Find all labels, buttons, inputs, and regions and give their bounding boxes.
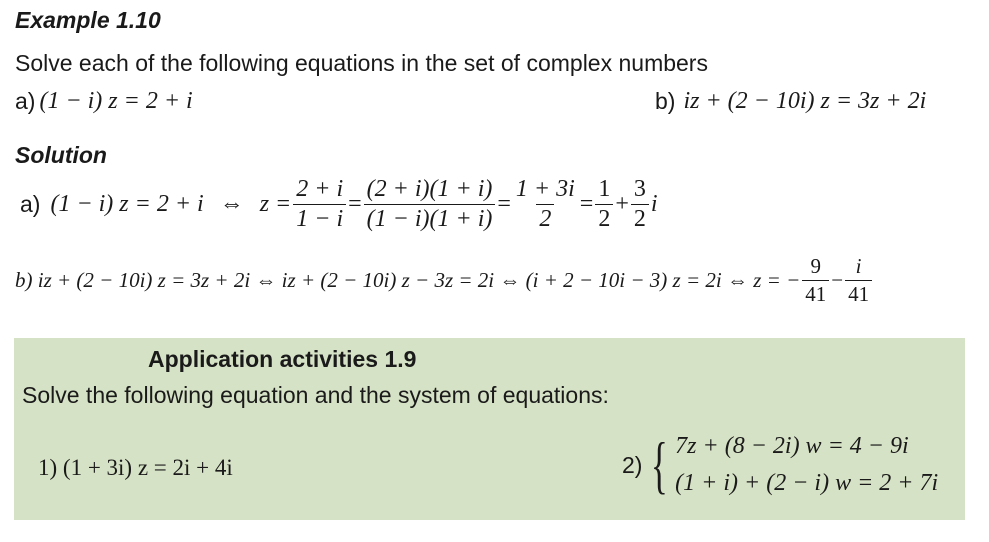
fraction-b-2-numerator: i [855, 253, 862, 278]
solution-a-line [20, 172, 658, 236]
system-equation-2: (1 + i) + (2 − i) w = 2 + 7i [675, 470, 939, 496]
fraction-3 [513, 176, 578, 233]
fraction-3-numerator: 1 + 3i [515, 175, 575, 202]
part-a-equation: (1 − i) z = 2 + i [39, 88, 193, 114]
question-1: 1) (1 + 3i) z = 2i + 4i [38, 455, 233, 480]
example-part-b [655, 88, 926, 115]
fraction-2-denominator: (1 − i)(1 + i) [364, 204, 496, 233]
equals-sign: = [348, 190, 362, 217]
solution-title: Solution [15, 142, 107, 168]
imaginary-unit: i [650, 190, 658, 217]
example-title: Example 1.10 [15, 7, 161, 33]
fraction-4-numerator: 1 [598, 175, 611, 202]
fraction-b-1-denominator: 41 [802, 280, 829, 307]
plus-sign: + [615, 190, 629, 217]
fraction-2-numerator: (2 + i)(1 + i) [366, 175, 493, 202]
example-instruction: Solve each of the following equations in the set of complex numbers [15, 50, 708, 76]
part-b-label: b) [655, 88, 676, 114]
fraction-4 [595, 176, 613, 233]
solution-a-lhs: (1 − i) z = 2 + i [50, 190, 204, 217]
system-of-equations [675, 433, 938, 497]
fraction-2 [364, 176, 496, 233]
left-brace-icon: { [651, 429, 669, 500]
application-instruction: Solve the following equation and the system of equations: [22, 382, 609, 408]
fraction-4-denominator: 2 [595, 204, 613, 233]
solution-b-chain: b) iz + (2 − 10i) z = 3z + 2i ⇔ iz + (2 − 10i) z − 3z = 2i ⇔ (i + 2 − 10i − 3) z = 2i ⇔ z = − [15, 267, 801, 292]
part-a-label: a) [15, 88, 36, 114]
question-2 [622, 420, 938, 510]
part-b-equation: iz + (2 − 10i) z = 3z + 2i [683, 88, 927, 114]
fraction-3-denominator: 2 [536, 204, 554, 233]
fraction-5 [631, 176, 649, 233]
fraction-1 [293, 176, 346, 233]
application-title: Application activities 1.9 [148, 346, 417, 372]
fraction-1-denominator: 1 − i [293, 204, 346, 233]
fraction-5-numerator: 3 [633, 175, 646, 202]
equals-sign: = [497, 190, 511, 217]
solution-b-line [15, 248, 874, 312]
system-equation-1: 7z + (8 − 2i) w = 4 − 9i [675, 433, 909, 459]
question-2-label: 2) [622, 451, 643, 478]
solution-a-label: a) [20, 190, 41, 217]
fraction-5-denominator: 2 [631, 204, 649, 233]
fraction-1-numerator: 2 + i [296, 175, 344, 202]
fraction-b-1-numerator: 9 [810, 253, 821, 278]
fraction-b-1 [802, 254, 829, 307]
fraction-b-2-denominator: 41 [845, 280, 872, 307]
iff-symbol: ⇔ [219, 190, 244, 217]
minus-sign: − [831, 267, 844, 292]
example-part-a [15, 88, 193, 115]
equals-sign: = [579, 190, 594, 217]
solution-a-z-eq: z = [259, 190, 292, 217]
fraction-b-2 [845, 254, 872, 307]
